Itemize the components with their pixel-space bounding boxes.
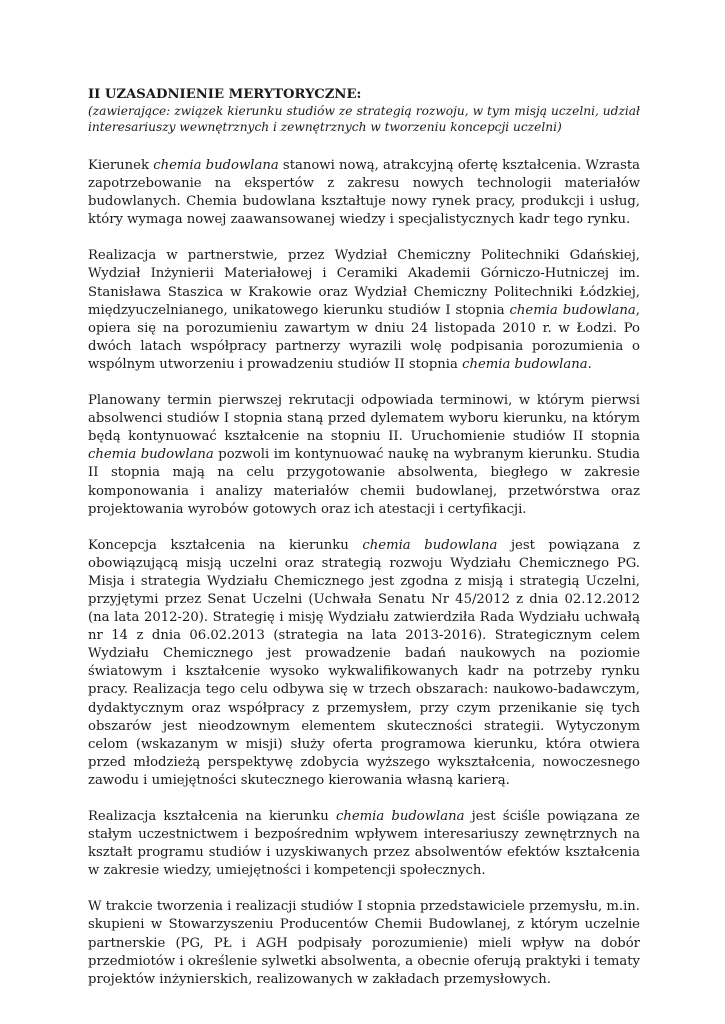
paragraph-4: Koncepcja kształcenia na kierunku chemia budowlana jest powiązana z obowiązującą misją uczelni oraz strategią rozwoju Wydziału Chemicznego PG. Misja i strategia Wydziału Chemicznego jest zgodna z misją i strategią Uczelni, przyjętymi przez Senat Uczelni (Uchwała Senatu Nr 45/2012 z dnia 02.12.2012 (na lata 2012-20). Strategię i misję Wydziału zatwierdziła Rada Wydziału uchwałą nr 14 z dnia 06.02.2013 (strategia na lata 2013-2016). Strategicznym celem Wydziału Chemicznego jest prowadzenie badań naukowych na poziomie światowym i kształcenie wysoko wykwalifikowanych kadr na potrzeby rynku pracy. Realizacja tego celu odbywa się w trzech obszarach: naukowo-badawczym, dydaktycznym oraz współpracy z przemysłem, przy czym przenikanie się tych obszarów jest nieodzownym elementem skuteczności strategii. Wytyczonym celom (wskazanym w misji) służy oferta programowa kierunku, która otwiera przed młodzieżą perspektywę zdobycia wyższego wykształcenia, nowoczesnego zawodu i umiejętności skutecznego kierowania własną karierą. [88, 537, 640, 788]
section-subheading: (zawierające: związek kierunku studiów ze strategią rozwoju, w tym misją uczelni, udział interesariuszy wewnętrznych i zewnętrznych w tworzeniu koncepcji uczelni) [88, 104, 640, 134]
paragraph-6: W trakcie tworzenia i realizacji studiów I stopnia przedstawiciele przemysłu, m.in. skupieni w Stowarzyszeniu Producentów Chemii Budowlanej, z którym uczelnie partnerskie (PG, PŁ i AGH podpisały porozumienie) mieli wpływ na dobór przedmiotów i określenie sylwetki absolwenta, a obecnie oferują praktyki i tematy projektów inżynierskich, realizowanych w zakładach przemysłowych. [88, 899, 640, 987]
paragraph-5: Realizacja kształcenia na kierunku chemia budowlana jest ściśle powiązana ze stałym uczestnictwem i bezpośrednim wpływem interesariuszy zewnętrznych na kształt programu studiów i uzyskiwanych przez absolwentów efektów kształcenia w zakresie wiedzy, umiejętności i kompetencji społecznych. [88, 809, 640, 879]
section-heading: II UZASADNIENIE MERYTORYCZNE: [88, 87, 362, 102]
paragraph-3: Planowany termin pierwszej rekrutacji odpowiada terminowi, w którym pierwsi absolwenci studiów I stopnia staną przed dylematem wyboru kierunku, na którym będą kontynuować kształcenie na stopniu II. Uruchomienie studiów II stopnia chemia budowlana pozwoli im kontynuować naukę na wybranym kierunku. Studia II stopnia mają na celu przygotowanie absolwenta, biegłego w zakresie komponowania i analizy materiałów chemii budowlanej, przetwórstwa oraz projektowania wyrobów gotowych oraz ich atestacji i certyfikacji. [88, 393, 640, 517]
document-page [88, 86, 640, 1007]
paragraph-1: Kierunek chemia budowlana stanowi nową, atrakcyjną ofertę kształcenia. Wzrasta zapotrzebowanie na ekspertów z zakresu nowych technologii materiałów budowlanych. Chemia budowlana kształtuje nowy rynek pracy, produkcji i usług, który wymaga nowej zaawansowanej wiedzy i specjalistycznych kadr tego rynku. [88, 158, 640, 228]
paragraph-2: Realizacja w partnerstwie, przez Wydział Chemiczny Politechniki Gdańskiej, Wydział Inżynierii Materiałowej i Ceramiki Akademii Górniczo-Hutniczej im. Stanisława Staszica w Krakowie oraz Wydział Chemiczny Politechniki Łódzkiej, międzyuczelnianego, unikatowego kierunku studiów I stopnia chemia budowlana, opiera się na porozumieniu zawartym w dniu 24 listopada 2010 r. w Łodzi. Po dwóch latach współpracy partnerzy wyrazili wolę podpisania porozumienia o wspólnym utworzeniu i prowadzeniu studiów II stopnia chemia budowlana. [88, 248, 640, 372]
